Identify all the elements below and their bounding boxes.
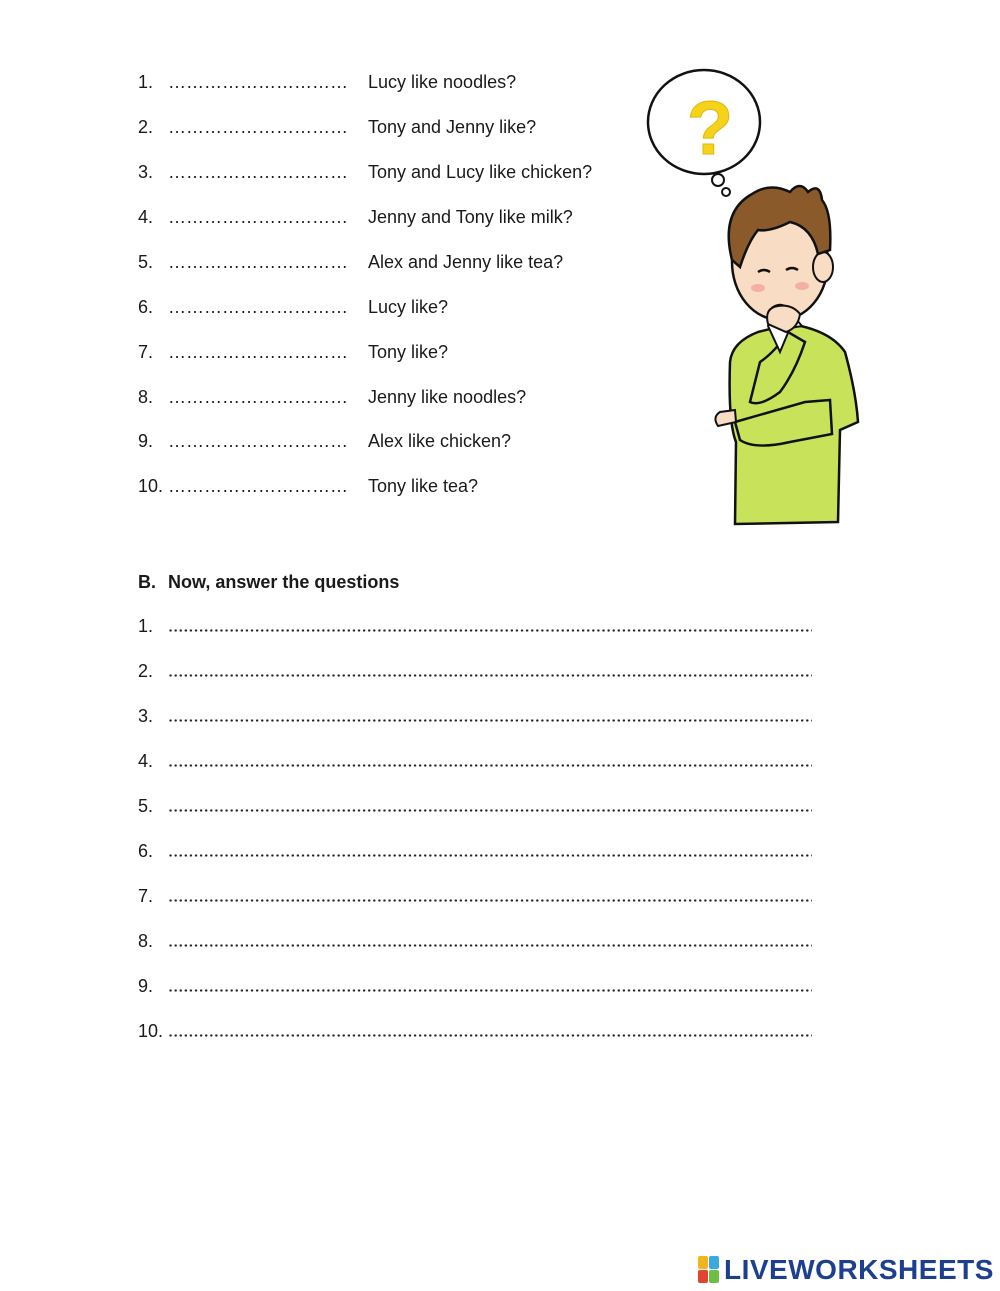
- answer-number: 10.: [138, 1021, 164, 1041]
- answer-blank[interactable]: …………………………: [168, 297, 348, 317]
- answer-row: [138, 972, 818, 1000]
- question-number: 4.: [138, 207, 154, 227]
- answer-line[interactable]: [168, 612, 812, 640]
- answer-blank[interactable]: …………………………: [168, 431, 348, 451]
- question-row: [138, 248, 563, 276]
- question-row: [138, 293, 448, 321]
- answer-row: [138, 927, 818, 955]
- answer-number: 6.: [138, 841, 154, 861]
- answer-line[interactable]: [168, 747, 812, 775]
- question-number: 2.: [138, 117, 154, 137]
- question-mark-icon: ?: [686, 86, 734, 171]
- question-row: [138, 203, 573, 231]
- question-text: Tony like?: [368, 342, 449, 362]
- question-text: Lucy like?: [368, 297, 449, 317]
- question-number: 10.: [138, 476, 164, 496]
- answer-line[interactable]: [168, 927, 812, 955]
- answer-number: 3.: [138, 706, 154, 726]
- answer-line[interactable]: [168, 837, 812, 865]
- logo-text: LIVEWORKSHEETS: [724, 1254, 994, 1285]
- liveworksheets-logo[interactable]: [698, 1254, 994, 1286]
- question-row: [138, 113, 536, 141]
- answer-number: 5.: [138, 796, 154, 816]
- answer-row: [138, 702, 818, 730]
- answer-number: 2.: [138, 661, 154, 681]
- answer-blank[interactable]: …………………………: [168, 252, 348, 272]
- answer-line[interactable]: [168, 657, 812, 685]
- question-text: Lucy like noodles?: [368, 72, 517, 92]
- answer-blank[interactable]: …………………………: [168, 387, 348, 407]
- answer-blank[interactable]: …………………………: [168, 476, 348, 496]
- answer-blank[interactable]: …………………………: [168, 72, 348, 92]
- answer-number: 8.: [138, 931, 154, 951]
- question-number: 3.: [138, 162, 154, 182]
- answer-number: 1.: [138, 616, 154, 636]
- section-letter: B.: [138, 572, 156, 592]
- answer-blank[interactable]: …………………………: [168, 117, 348, 137]
- question-text: Jenny like noodles?: [368, 387, 527, 407]
- answer-row: [138, 1017, 818, 1045]
- question-text: Tony and Jenny like?: [368, 117, 537, 137]
- question-row: [138, 158, 592, 186]
- answer-line[interactable]: [168, 972, 812, 1000]
- answer-line[interactable]: [168, 792, 812, 820]
- answer-row: [138, 612, 818, 640]
- question-row: [138, 427, 511, 455]
- section-b-heading: [138, 568, 399, 596]
- answer-number: 7.: [138, 886, 154, 906]
- answer-number: 4.: [138, 751, 154, 771]
- answer-row: [138, 747, 818, 775]
- question-number: 9.: [138, 431, 154, 451]
- answer-row: [138, 837, 818, 865]
- section-title: Now, answer the questions: [168, 572, 400, 592]
- answer-blank[interactable]: …………………………: [168, 342, 348, 362]
- question-number: 8.: [138, 387, 154, 407]
- answer-number: 9.: [138, 976, 154, 996]
- question-text: Alex like chicken?: [368, 431, 512, 451]
- question-row: [138, 383, 526, 411]
- answer-line[interactable]: [168, 702, 812, 730]
- answer-row: [138, 792, 818, 820]
- question-text: Jenny and Tony like milk?: [368, 207, 573, 227]
- question-row: [138, 68, 516, 96]
- answer-line[interactable]: [168, 1017, 812, 1045]
- question-number: 5.: [138, 252, 154, 272]
- question-number: 1.: [138, 72, 154, 92]
- question-number: 7.: [138, 342, 154, 362]
- answer-row: [138, 657, 818, 685]
- answer-blank[interactable]: …………………………: [168, 162, 348, 182]
- question-row: [138, 472, 478, 500]
- thinking-boy-icon: [640, 62, 870, 532]
- question-text: Tony and Lucy like chicken?: [368, 162, 593, 182]
- live-blocks-icon: [698, 1256, 720, 1284]
- answer-blank[interactable]: …………………………: [168, 207, 348, 227]
- question-text: Tony like tea?: [368, 476, 479, 496]
- question-text: Alex and Jenny like tea?: [368, 252, 564, 272]
- answer-row: [138, 882, 818, 910]
- question-number: 6.: [138, 297, 154, 317]
- question-row: [138, 338, 448, 366]
- answer-line[interactable]: [168, 882, 812, 910]
